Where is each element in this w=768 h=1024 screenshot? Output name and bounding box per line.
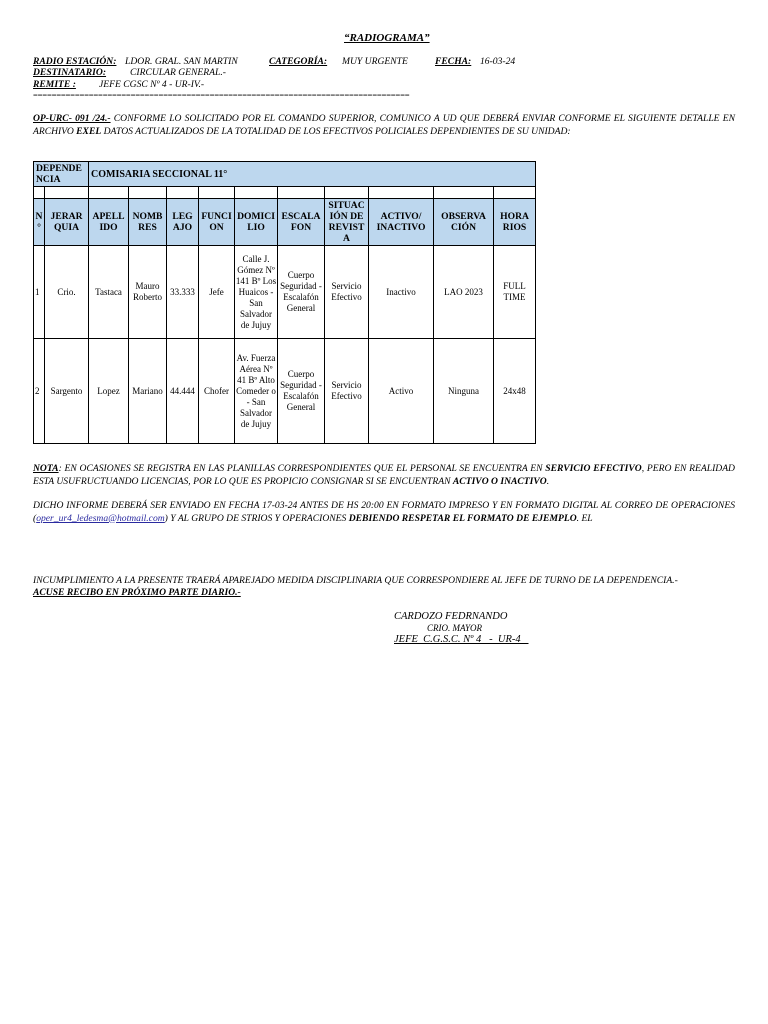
note-text-c: . <box>546 475 550 487</box>
operation-code: OP-URC- 091 /24.- <box>33 113 111 124</box>
column-header: JERAR QUIA <box>45 199 89 246</box>
table-cell: Mauro Roberto <box>129 246 167 339</box>
date-value: 16-03-24 <box>480 56 516 67</box>
document-title: “RADIOGRAMA” <box>344 32 430 44</box>
column-header-row <box>34 199 536 246</box>
column-header: HORA RIOS <box>494 199 536 246</box>
note-text-a: : EN OCASIONES SE REGISTRA EN LAS PLANILLAS CORRESPONDIENTES QUE EL PERSONAL SE ENCUENTRA EN <box>58 463 546 474</box>
intro-text-b: DATOS ACTUALIZADOS DE LA TOTALIDAD DE LOS EFECTIVOS POLICIALES DEPENDIENTES DE SU UNIDAD: <box>101 125 571 137</box>
note-label: NOTA <box>33 463 59 474</box>
sender-label: REMITE : <box>33 79 76 90</box>
column-header: NOMB RES <box>129 199 167 246</box>
table-cell: 44.444 <box>167 339 199 444</box>
table-cell: Jefe <box>199 246 235 339</box>
column-header: APELL IDO <box>89 199 129 246</box>
table-cell: 1 <box>34 246 45 339</box>
report-text-a: DICHO INFORME DEBERÁ SER ENVIADO EN FECHA 17-03-24 ANTES DE HS 20:00 EN FORMATO IMPRESO Y EN FORMATO DIGITAL AL CORREO DE OPERACIONES ( <box>33 500 735 524</box>
intro-text-a: CONFORME LO SOLICITADO POR EL COMANDO SUPERIOR, COMUNICO A UD QUE DEBERÁ ENVIAR CONFORME EL SIGUIENTE DETALLE EN ARCHIVO <box>33 113 735 137</box>
table-cell: Tastaca <box>89 246 129 339</box>
column-header: N ° <box>34 199 45 246</box>
dependency-label: DEPENDE NCIA <box>34 162 89 187</box>
recipient-value: CIRCULAR GENERAL.- <box>130 67 226 78</box>
category-label: CATEGORÍA: <box>269 56 328 67</box>
sender-value: JEFE CGSC Nº 4 - UR-IV.- <box>99 79 205 90</box>
personnel-table <box>33 161 536 444</box>
category-value: MUY URGENTE <box>342 56 408 67</box>
radio-station-label: RADIO ESTACIÓN: <box>33 56 117 67</box>
intro-paragraph <box>33 113 735 138</box>
table-cell: Sargento <box>45 339 89 444</box>
acknowledge-receipt: ACUSE RECIBO EN PRÓXIMO PARTE DIARIO.- <box>33 587 241 598</box>
column-header: FUNCI ON <box>199 199 235 246</box>
table-cell: 24x48 <box>494 339 536 444</box>
table-row <box>34 339 536 444</box>
table-cell: Lopez <box>89 339 129 444</box>
report-text-b: ) Y AL GRUPO DE STRIOS Y OPERACIONES <box>164 512 349 524</box>
noncompliance-warning: INCUMPLIMIENTO A LA PRESENTE TRAERÁ APAREJADO MEDIDA DISCIPLINARIA QUE CORRESPONDIERE AL JEFE DE TURNO DE LA DEPENDENCIA.- <box>33 575 678 586</box>
table-cell: Cuerpo Seguridad - Escalafón General <box>278 339 325 444</box>
table-cell: Mariano <box>129 339 167 444</box>
table-row <box>34 246 536 339</box>
dependency-row <box>34 162 536 187</box>
table-cell: Cuerpo Seguridad - Escalafón General <box>278 246 325 339</box>
report-bold: DEBIENDO RESPETAR EL FORMATO DE EJEMPLO <box>348 512 577 524</box>
table-cell: Crio. <box>45 246 89 339</box>
table-cell: Ninguna <box>434 339 494 444</box>
intro-exel: EXEL <box>76 125 102 137</box>
table-cell: Calle J. Gómez Nº 141 Bº Los Huaicos - San Salvador de Jujuy <box>235 246 278 339</box>
table-cell: Servicio Efectivo <box>325 246 369 339</box>
table-cell: FULL TIME <box>494 246 536 339</box>
note-paragraph <box>33 463 735 488</box>
separator-line: ================================================================================= <box>33 90 410 100</box>
table-cell: Servicio Efectivo <box>325 339 369 444</box>
note-text-b: , PERO EN REALIDAD ESTA USUFRUCTUANDO LICENCIAS, POR LO QUE ES PROPICIO CONSIGNAR SI SE ENCUENTRAN <box>33 463 735 487</box>
note-activo: ACTIVO O INACTIVO <box>452 475 547 487</box>
column-header: SITUAC IÓN DE REVIST A <box>325 199 369 246</box>
signature-name: CARDOZO FEDRNANDO <box>394 611 508 622</box>
blank-row <box>34 187 536 199</box>
signature-rank: CRIO. MAYOR <box>427 623 482 633</box>
column-header: LEG AJO <box>167 199 199 246</box>
column-header: OBSERVA CIÓN <box>434 199 494 246</box>
report-text-c: . EL <box>576 512 593 524</box>
recipient-label: DESTINATARIO: <box>33 67 107 78</box>
date-label: FECHA: <box>435 56 472 67</box>
report-paragraph <box>33 500 735 525</box>
table-cell: Av. Fuerza Aérea Nº 41 Bº Alto Comeder o - San Salvador de Jujuy <box>235 339 278 444</box>
column-header: DOMICI LIO <box>235 199 278 246</box>
table-cell: LAO 2023 <box>434 246 494 339</box>
email-link[interactable]: oper_ur4_ledesma@hotmail.com <box>36 512 165 524</box>
table-cell: 33.333 <box>167 246 199 339</box>
radio-station-value: LDOR. GRAL. SAN MARTIN <box>125 56 238 67</box>
table-cell: Activo <box>369 339 434 444</box>
column-header: ESCALA FON <box>278 199 325 246</box>
table-cell: 2 <box>34 339 45 444</box>
table-cell: Inactivo <box>369 246 434 339</box>
note-servicio: SERVICIO EFECTIVO <box>545 463 642 474</box>
dependency-value: COMISARIA SECCIONAL 11° <box>89 162 536 187</box>
table-cell: Chofer <box>199 339 235 444</box>
signature-position: JEFE C.G.S.C. Nº 4 - UR-4 <box>394 634 529 645</box>
column-header: ACTIVO/ INACTIVO <box>369 199 434 246</box>
